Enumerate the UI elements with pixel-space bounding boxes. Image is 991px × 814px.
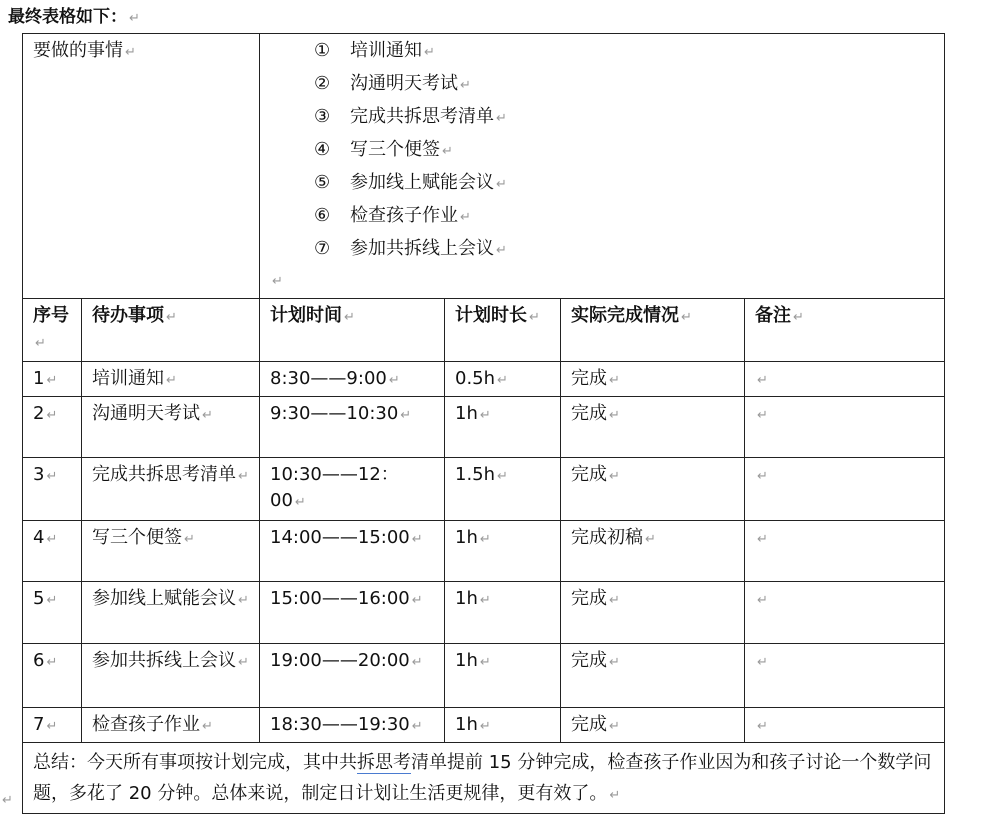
todo-label: 要做的事情 <box>33 40 123 61</box>
cell-text: 18:30——19:30 <box>270 714 410 735</box>
cell-status <box>561 644 745 708</box>
todo-item-number: ⑥ <box>314 205 331 226</box>
paragraph-mark-icon: ↵ <box>46 408 58 423</box>
todo-item-number: ② <box>314 73 331 94</box>
header-task: 待办事项 ↵ <box>82 299 260 362</box>
cell-text: 19:00——20:00 <box>270 650 410 671</box>
cell-text: 4 <box>33 527 45 548</box>
paragraph-mark-icon: ↵ <box>125 45 136 60</box>
cell-duration <box>445 397 561 458</box>
cell-time <box>260 458 445 521</box>
cell-duration <box>445 458 561 521</box>
cell-time <box>260 397 445 458</box>
paragraph-mark-icon: ↵ <box>238 469 249 484</box>
cell-status <box>561 521 745 582</box>
cell-text: 14:00——15:00 <box>270 527 410 548</box>
paragraph-mark-icon: ↵ <box>442 144 453 159</box>
paragraph-mark-icon: ↵ <box>46 593 58 608</box>
cell-seq <box>23 582 82 644</box>
paragraph-mark-icon: ↵ <box>757 593 768 608</box>
paragraph-mark-icon: ↵ <box>388 373 400 388</box>
paragraph-mark-icon: ↵ <box>479 408 491 423</box>
header-status: 实际完成情况 ↵ <box>561 299 745 362</box>
table-row <box>23 644 945 708</box>
paragraph-mark-icon: ↵ <box>609 593 620 608</box>
paragraph-mark-icon: ↵ <box>645 532 656 547</box>
summary-prefix: 总结：今天所有事项按计划完成，其中共 <box>33 752 357 773</box>
cell-text: 0.5h <box>455 368 496 389</box>
cell-status <box>561 582 745 644</box>
cell-text: 完成共拆思考清单 <box>92 464 236 485</box>
todo-item <box>314 101 934 134</box>
cell-time <box>260 521 445 582</box>
todo-item-text: 参加线上赋能会议 <box>350 172 494 193</box>
paragraph-mark-icon: ↵ <box>184 532 195 547</box>
cell-text: 8:30——9:00 <box>270 368 387 389</box>
cell-seq <box>23 644 82 708</box>
paragraph-mark-icon: ↵ <box>479 593 491 608</box>
todo-list <box>270 35 934 266</box>
paragraph-mark-icon: ↵ <box>460 78 471 93</box>
paragraph-mark-icon: ↵ <box>202 408 213 423</box>
cell-note <box>745 397 945 458</box>
paragraph-mark-icon: ↵ <box>294 495 306 510</box>
cell-task <box>82 397 260 458</box>
todo-item-number: ⑦ <box>314 238 331 259</box>
cell-text: 1h <box>455 714 478 735</box>
paragraph-mark-icon: ↵ <box>166 373 177 388</box>
paragraph-mark-icon: ↵ <box>757 408 768 423</box>
cell-text: 完成 <box>571 714 607 735</box>
header-seq: 序号↵ <box>23 299 82 362</box>
paragraph-mark-icon: ↵ <box>609 655 620 670</box>
todo-item-text: 沟通明天考试 <box>350 73 458 94</box>
paragraph-mark-icon: ↵ <box>479 719 491 734</box>
document-end-mark-icon: ↵ <box>2 793 13 808</box>
cell-note <box>745 458 945 521</box>
todo-item-number: ⑤ <box>314 172 331 193</box>
paragraph-mark-icon: ↵ <box>609 408 620 423</box>
paragraph-mark-icon: ↵ <box>496 177 507 192</box>
paragraph-mark-icon: ↵ <box>411 593 423 608</box>
todo-item <box>314 134 934 167</box>
cell-note <box>745 644 945 708</box>
cell-task <box>82 362 260 397</box>
todo-item-text: 培训通知 <box>350 40 422 61</box>
summary-cell <box>23 743 945 814</box>
paragraph-mark-icon: ↵ <box>129 11 140 26</box>
cell-seq <box>23 397 82 458</box>
paragraph-mark-icon: ↵ <box>757 719 768 734</box>
header-duration: 计划时长 ↵ <box>445 299 561 362</box>
paragraph-mark-icon: ↵ <box>757 532 768 547</box>
table-row <box>23 458 945 521</box>
table-row <box>23 521 945 582</box>
todo-item-text: 参加共拆线上会议 <box>350 238 494 259</box>
paragraph-mark-icon: ↵ <box>757 655 768 670</box>
cell-text: 参加线上赋能会议 <box>92 588 236 609</box>
cell-task <box>82 521 260 582</box>
table-row <box>23 362 945 397</box>
cell-time <box>260 582 445 644</box>
paragraph-mark-icon: ↵ <box>757 373 768 388</box>
cell-text: 1h <box>455 527 478 548</box>
paragraph-mark-icon: ↵ <box>496 111 507 126</box>
paragraph-mark-icon: ↵ <box>497 373 508 388</box>
cell-status <box>561 397 745 458</box>
todo-section-row <box>23 34 945 299</box>
cell-task <box>82 582 260 644</box>
cell-time <box>260 644 445 708</box>
todo-item <box>314 200 934 233</box>
todo-item-number: ③ <box>314 106 331 127</box>
table-row <box>23 708 945 743</box>
todo-label-cell <box>23 34 260 299</box>
paragraph-mark-icon: ↵ <box>609 788 621 803</box>
cell-text: 完成 <box>571 650 607 671</box>
cell-status <box>561 708 745 743</box>
header-note: 备注 ↵ <box>745 299 945 362</box>
cell-seq <box>23 521 82 582</box>
paragraph-mark-icon: ↵ <box>496 243 507 258</box>
cell-text: 1h <box>455 403 478 424</box>
paragraph-mark-icon: ↵ <box>202 719 213 734</box>
paragraph-mark-icon: ↵ <box>609 719 620 734</box>
paragraph-mark-icon: ↵ <box>238 593 249 608</box>
paragraph-mark-icon: ↵ <box>609 469 620 484</box>
cell-status <box>561 458 745 521</box>
table-row <box>23 397 945 458</box>
cell-text: 检查孩子作业 <box>92 714 200 735</box>
todo-item-number: ① <box>314 40 331 61</box>
cell-task <box>82 458 260 521</box>
heading-text: 最终表格如下： <box>8 7 127 27</box>
todo-item-text: 写三个便签 <box>350 139 440 160</box>
cell-duration <box>445 582 561 644</box>
summary-underlined: 拆思考 <box>357 752 411 773</box>
cell-text: 15:00——16:00 <box>270 588 410 609</box>
cell-text: 7 <box>33 714 45 735</box>
cell-status <box>561 362 745 397</box>
cell-text: 完成 <box>571 403 607 424</box>
cell-text: 完成 <box>571 464 607 485</box>
paragraph-mark-icon: ↵ <box>497 469 508 484</box>
schedule-table <box>22 33 945 814</box>
paragraph-mark-icon: ↵ <box>46 532 58 547</box>
cell-text: 1.5h <box>455 464 496 485</box>
paragraph-mark-icon: ↵ <box>46 719 58 734</box>
cell-note <box>745 582 945 644</box>
cell-text: 2 <box>33 403 45 424</box>
paragraph-mark-icon: ↵ <box>411 532 423 547</box>
cell-text: 沟通明天考试 <box>92 403 200 424</box>
paragraph-mark-icon: ↵ <box>411 719 423 734</box>
document-heading <box>8 6 140 30</box>
table-row <box>23 582 945 644</box>
table-header-row <box>23 299 945 362</box>
cell-task <box>82 644 260 708</box>
todo-item-text: 检查孩子作业 <box>350 205 458 226</box>
header-time: 计划时间 ↵ <box>260 299 445 362</box>
summary-row <box>23 743 945 814</box>
cell-task <box>82 708 260 743</box>
cell-text: 完成 <box>571 368 607 389</box>
summary-suffix: 清单提前 15 分钟完成，检查孩子作业因为和孩子讨论一个数学问题，多花了 20 分钟。总体来说，制定日计划让生活更规律，更有效了。 <box>33 752 932 804</box>
paragraph-mark-icon: ↵ <box>46 469 58 484</box>
cell-duration <box>445 521 561 582</box>
cell-seq <box>23 708 82 743</box>
cell-text: 3 <box>33 464 45 485</box>
cell-seq <box>23 458 82 521</box>
cell-duration <box>445 362 561 397</box>
cell-text: 6 <box>33 650 45 671</box>
cell-duration <box>445 708 561 743</box>
table-body <box>23 362 945 743</box>
cell-note <box>745 521 945 582</box>
todo-item <box>314 233 934 266</box>
cell-text: 培训通知 <box>92 368 164 389</box>
todo-list-cell <box>260 34 945 299</box>
paragraph-mark-icon: ↵ <box>479 655 491 670</box>
cell-time <box>260 362 445 397</box>
todo-item <box>314 68 934 101</box>
cell-text: 完成初稿 <box>571 527 643 548</box>
todo-item-number: ④ <box>314 139 331 160</box>
cell-seq <box>23 362 82 397</box>
paragraph-mark-icon: ↵ <box>424 45 435 60</box>
cell-text: 完成 <box>571 588 607 609</box>
todo-item <box>314 167 934 200</box>
cell-text: 参加共拆线上会议 <box>92 650 236 671</box>
cell-note <box>745 362 945 397</box>
cell-time <box>260 708 445 743</box>
paragraph-mark-icon: ↵ <box>46 655 58 670</box>
cell-text: 1h <box>455 650 478 671</box>
paragraph-mark-icon: ↵ <box>272 274 283 289</box>
paragraph-mark-icon: ↵ <box>400 408 412 423</box>
cell-duration <box>445 644 561 708</box>
paragraph-mark-icon: ↵ <box>460 210 471 225</box>
paragraph-mark-icon: ↵ <box>238 655 249 670</box>
paragraph-mark-icon: ↵ <box>46 373 58 388</box>
cell-text: 10:30——12：00 <box>270 464 399 511</box>
todo-item <box>314 35 934 68</box>
paragraph-mark-icon: ↵ <box>411 655 423 670</box>
cell-text: 1 <box>33 368 45 389</box>
cell-text: 1h <box>455 588 478 609</box>
todo-item-text: 完成共拆思考清单 <box>350 106 494 127</box>
paragraph-mark-icon: ↵ <box>757 469 768 484</box>
cell-text: 5 <box>33 588 45 609</box>
cell-note <box>745 708 945 743</box>
paragraph-mark-icon: ↵ <box>609 373 620 388</box>
cell-text: 9:30——10:30 <box>270 403 399 424</box>
paragraph-mark-icon: ↵ <box>479 532 491 547</box>
cell-text: 写三个便签 <box>92 527 182 548</box>
